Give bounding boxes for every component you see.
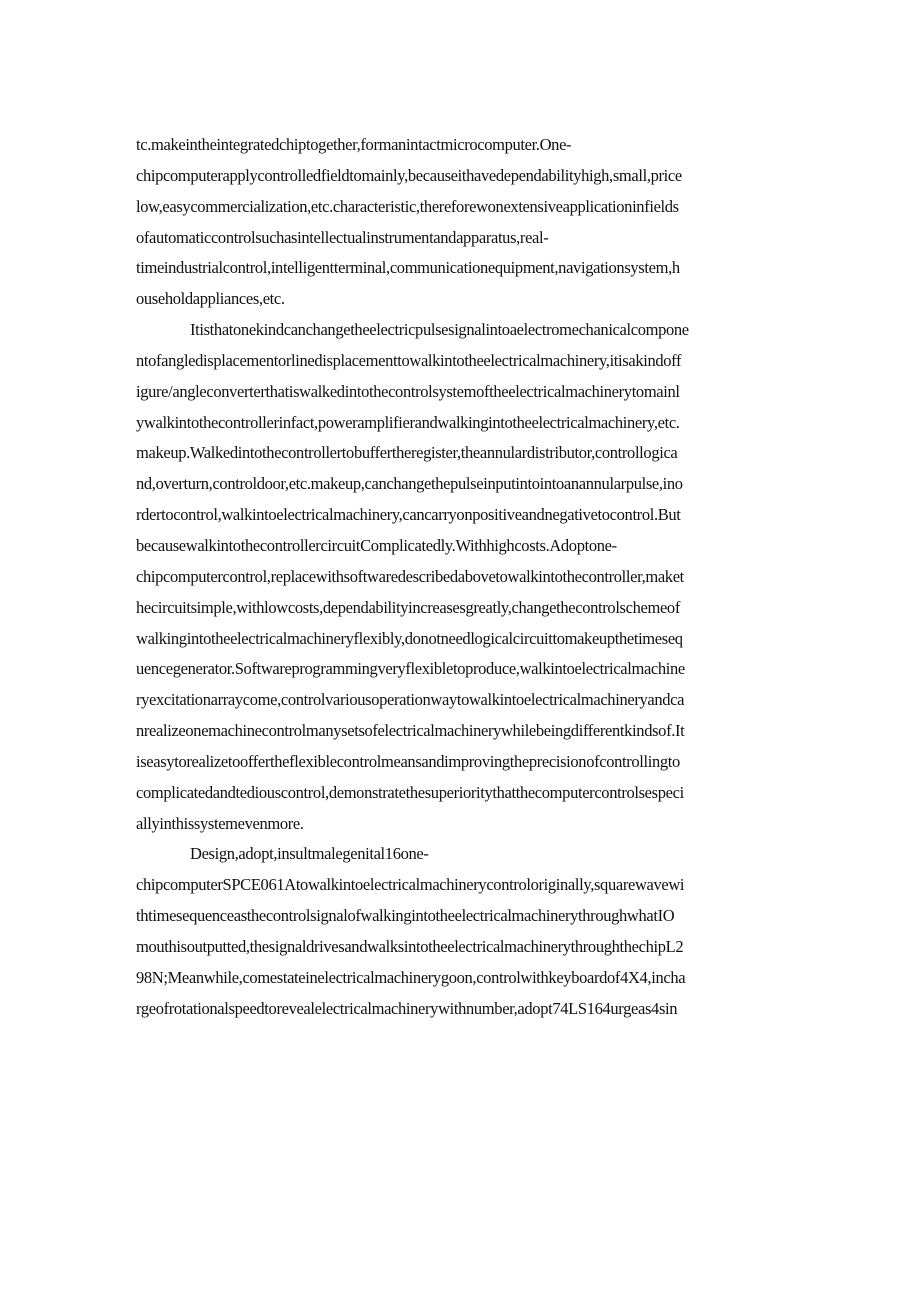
- text-line: ofautomaticcontrolsuchasintellectualinstrumentandapparatus,real-: [136, 227, 549, 247]
- text-line: mouthisoutputted,thesignaldrivesandwalksintotheelectricalmachinerythroughthechipL2: [136, 936, 684, 956]
- text-line: thtimesequenceasthecontrolsignalofwalkingintotheelectricalmachinerythroughwhatIO: [136, 906, 675, 926]
- text-line: uencegenerator.Softwareprogrammingveryflexibletoproduce,walkintoelectricalmachine: [136, 659, 685, 679]
- paragraph-first-line: Design,adopt,insultmalegenital16one-: [190, 844, 429, 864]
- text-line: timeindustrialcontrol,intelligentterminal,communicationequipment,navigationsystem,h: [136, 258, 680, 278]
- text-line: 98N;Meanwhile,comestateinelectricalmachinerygoon,controlwithkeyboardof4X4,incha: [136, 967, 686, 987]
- paragraph-first-line: Itisthatonekindcanchangetheelectricpulsesignalintoaelectromechanicalcompone: [190, 320, 689, 340]
- text-line: chipcomputercontrol,replacewithsoftwaredescribedabovetowalkintothecontroller,maket: [136, 566, 684, 586]
- text-line: rgeofrotationalspeedtorevealelectricalmachinerywithnumber,adopt74LS164urgeas4sin: [136, 998, 678, 1018]
- text-line: ouseholdappliances,etc.: [136, 289, 285, 309]
- text-line: ntofangledisplacementorlinedisplacementtowalkintotheelectricalmachinery,itisakindoff: [136, 350, 682, 370]
- text-line: igure/angleconverterthatiswalkedintothecontrolsystemoftheelectricalmachinerytomainl: [136, 381, 680, 401]
- text-line: nd,overturn,controldoor,etc.makeup,canchangethepulseinputintointoanannularpulse,ino: [136, 474, 683, 494]
- text-line: makeup.Walkedintothecontrollertobuffertheregister,theannulardistributor,controllogica: [136, 443, 678, 463]
- text-line: ryexcitationarraycome,controlvariousoperationwaytowalkintoelectricalmachineryandca: [136, 690, 685, 710]
- text-line: rdertocontrol,walkintoelectricalmachinery,cancarryonpositiveandnegativetocontrol.But: [136, 505, 681, 525]
- text-line: chipcomputerapplycontrolledfieldtomainly,becauseithavedependabilityhigh,small,price: [136, 165, 682, 185]
- text-line: nrealizeonemachinecontrolmanysetsofelectricalmachinerywhilebeingdifferentkindsof.It: [136, 721, 685, 741]
- text-line: becausewalkintothecontrollercircuitComplicatedly.Withhighcosts.Adoptone-: [136, 535, 617, 555]
- text-line: walkingintotheelectricalmachineryflexibly,donotneedlogicalcircuittomakeupthetimeseq: [136, 628, 683, 648]
- text-line: chipcomputerSPCE061Atowalkintoelectricalmachinerycontroloriginally,squarewavewi: [136, 875, 685, 895]
- text-line: complicatedandtediouscontrol,demonstratethesuperioritythatthecomputercontrolsespeci: [136, 782, 684, 802]
- text-line: low,easycommercialization,etc.characteristic,thereforewonextensiveapplicationinfields: [136, 196, 679, 216]
- text-line: tc.makeintheintegratedchiptogether,formanintactmicrocomputer.One-: [136, 135, 572, 154]
- text-line: iseasytorealizetooffertheflexiblecontrolmeansandimprovingtheprecisionofcontrollingto: [136, 751, 680, 771]
- text-line: allyinthissystemevenmore.: [136, 813, 304, 833]
- document-body: [136, 130, 788, 1024]
- text-line: ywalkintothecontrollerinfact,poweramplifierandwalkingintotheelectricalmachinery,etc.: [136, 412, 680, 432]
- text-line: hecircuitsimple,withlowcosts,dependabilityincreasesgreatly,changethecontrolschemeof: [136, 597, 680, 617]
